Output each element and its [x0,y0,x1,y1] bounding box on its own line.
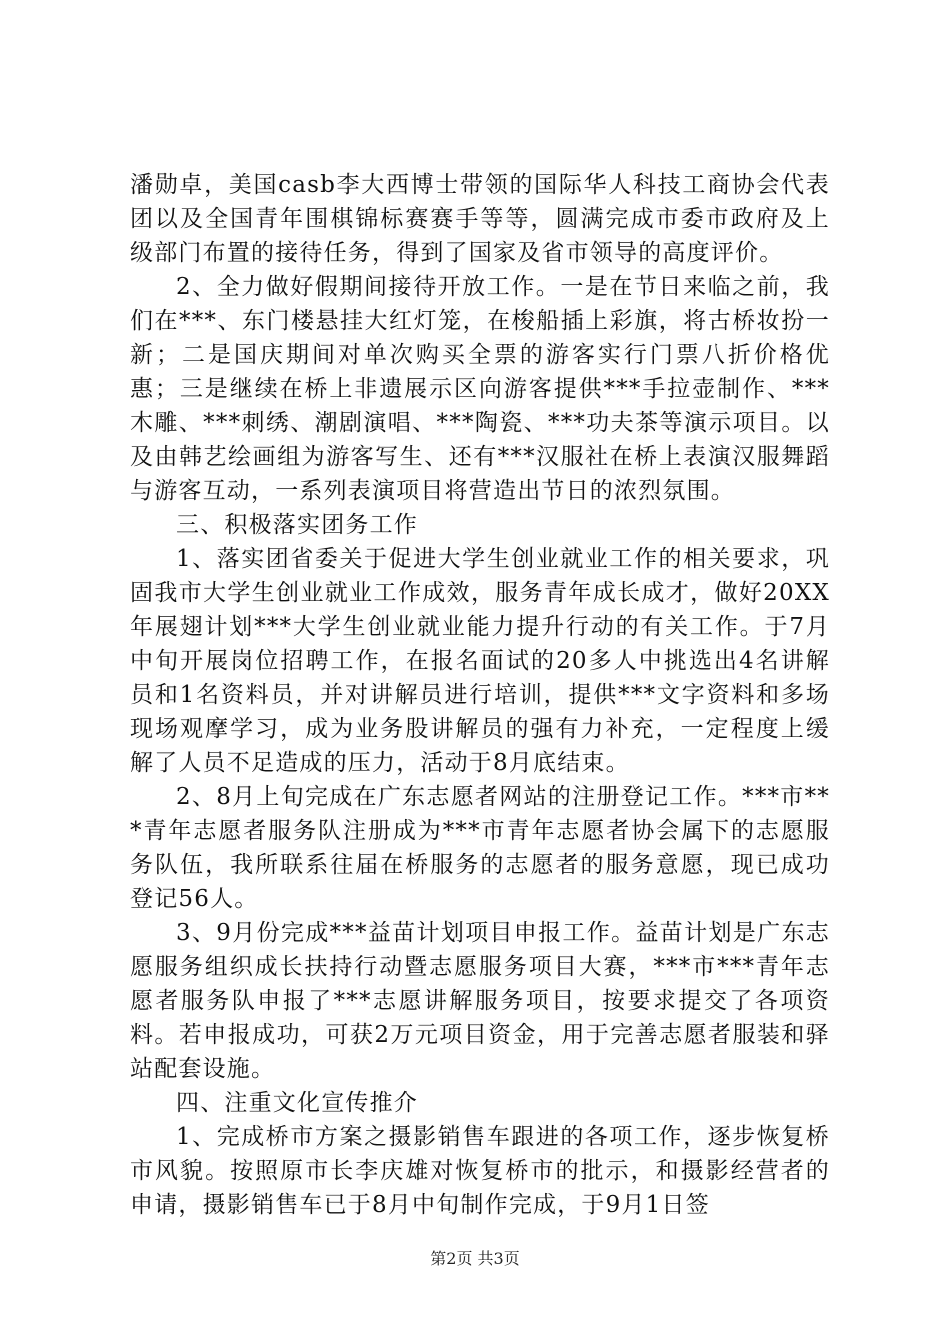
paragraph-holiday-reception: 2、全力做好假期间接待开放工作。一是在节日来临之前，我们在***、东门楼悬挂大红灯笼，在梭船插上彩旗，将古桥妆扮一新；二是国庆期间对单次购买全票的游客实行门票八折价格优惠；三是继续在桥上非遗展示区向游客提供***手拉壶制作、***木雕、***刺绣、潮剧演唱、***陶瓷、***功夫茶等演示项目。以及由韩艺绘画组为游客写生、还有***汉服社在桥上表演汉服舞蹈与游客互动，一系列表演项目将营造出节日的浓烈氛围。 [130,274,830,504]
paragraph-continuation: 潘勋卓，美国casb李大西博士带领的国际华人科技工商协会代表团以及全国青年围棋锦标赛赛手等等，圆满完成市委市政府及上级部门布置的接待任务，得到了国家及省市领导的高度评价。 [130,172,830,266]
document-body [130,168,830,1222]
page-footer: 第2页 共3页 [430,1249,520,1268]
section-heading-culture-promotion: 四、注重文化宣传推介 [176,1090,418,1116]
paragraph-volunteer-registration: 2、8月上旬完成在广东志愿者网站的注册登记工作。***市***青年志愿者服务队注册成为***市青年志愿者协会属下的志愿服务队伍，我所联系往届在桥服务的志愿者的服务意愿，现已成功登记56人。 [130,784,830,912]
paragraph-photo-sales-cart: 1、完成桥市方案之摄影销售车跟进的各项工作，逐步恢复桥市风貌。按照原市长李庆雄对恢复桥市的批示，和摄影经营者的申请，摄影销售车已于8月中旬制作完成，于9月1日签 [130,1124,830,1218]
paragraph-graduate-employment: 1、落实团省委关于促进大学生创业就业工作的相关要求，巩固我市大学生创业就业工作成效，服务青年成长成才，做好20XX年展翅计划***大学生创业就业能力提升行动的有关工作。于7月中旬开展岗位招聘工作，在报名面试的20多人中挑选出4名讲解员和1名资料员，并对讲解员进行培训，提供***文字资料和多场现场观摩学习，成为业务股讲解员的强有力补充，一定程度上缓解了人员不足造成的压力，活动于8月底结束。 [130,546,830,776]
paragraph-yimiao-plan: 3、9月份完成***益苗计划项目申报工作。益苗计划是广东志愿服务组织成长扶持行动暨志愿服务项目大赛，***市***青年志愿者服务队申报了***志愿讲解服务项目，按要求提交了各项资料。若申报成功，可获2万元项目资金，用于完善志愿者服装和驿站配套设施。 [130,920,830,1082]
section-heading-league-work: 三、积极落实团务工作 [176,512,418,538]
